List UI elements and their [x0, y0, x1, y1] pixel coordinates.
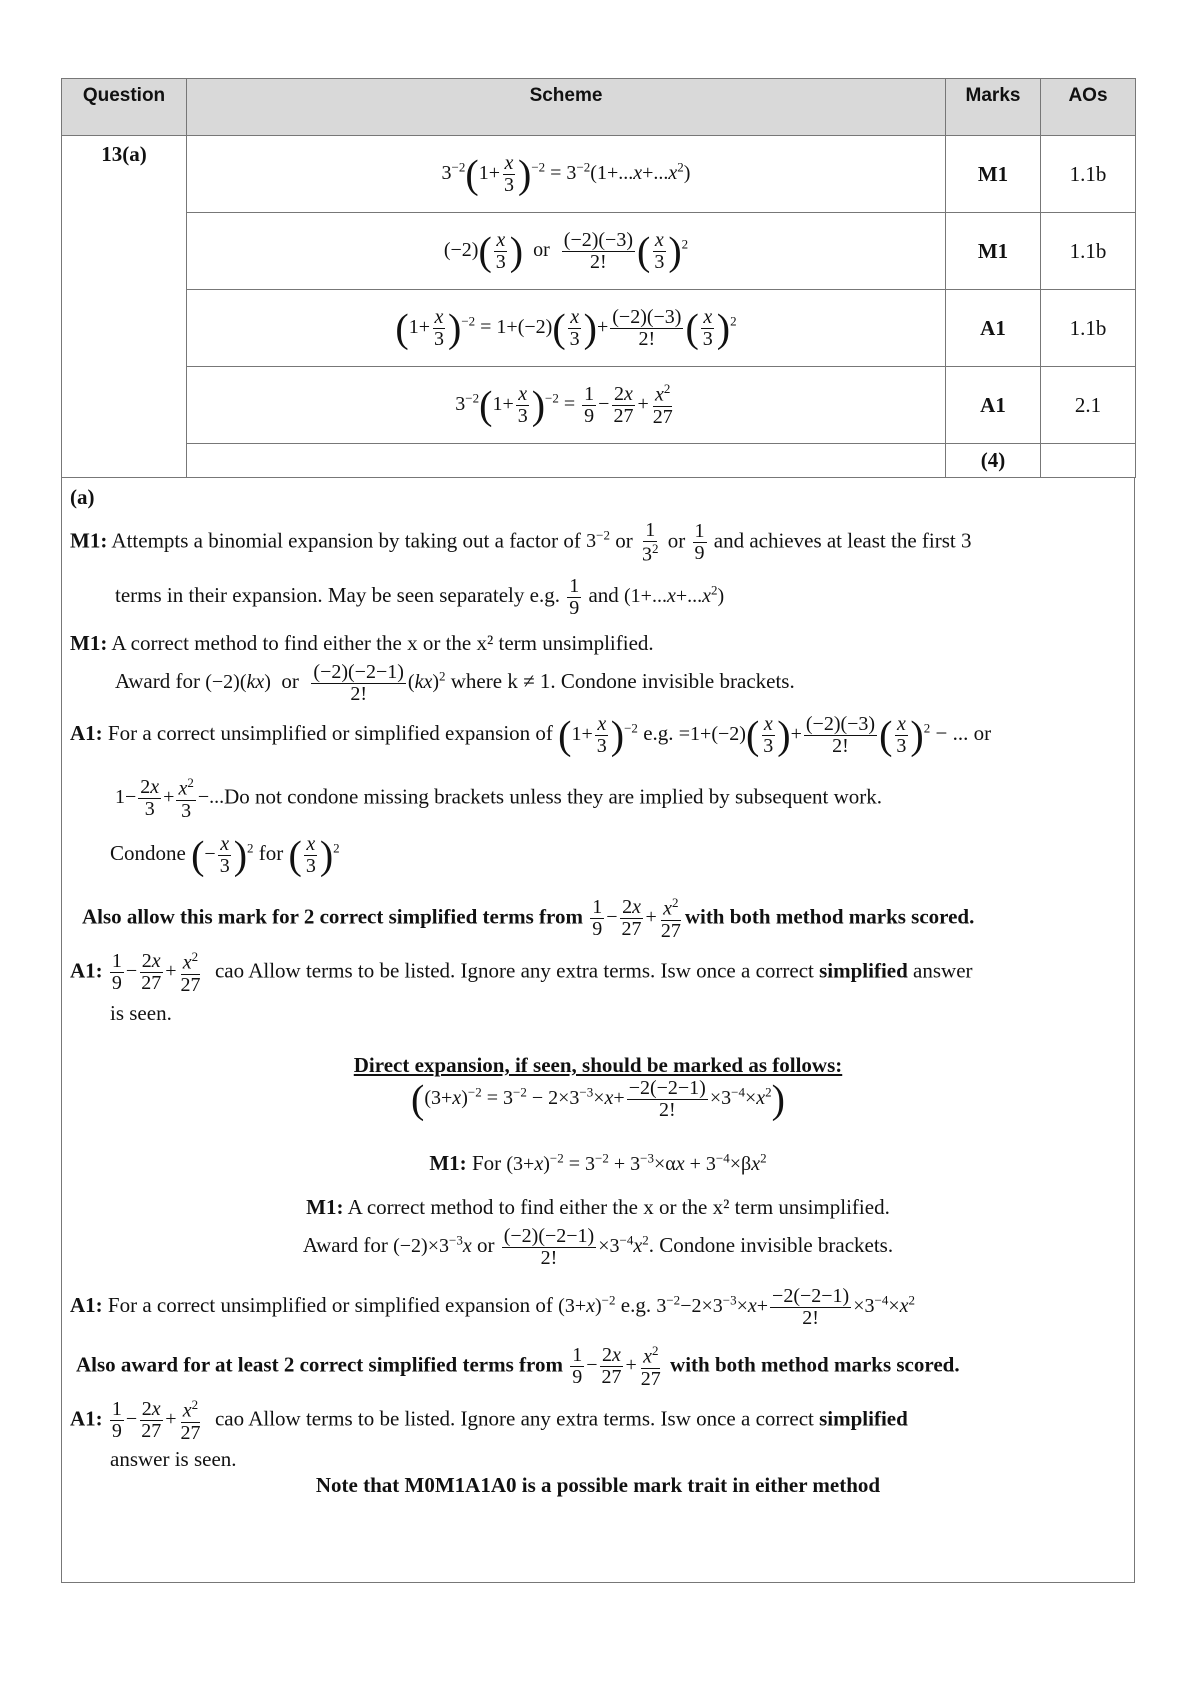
header-scheme: Scheme [187, 79, 946, 136]
note-m1b-award: Award for (−2)(kx) or $\frac{(-2)(-2-1)}{2!}$ (kx)$^2$ where k ≠ 1. Condone invisible brackets. [115, 661, 795, 705]
note-is-seen: is seen. [110, 1001, 172, 1025]
scheme-row-1: $3^{-2}(1+$ $\frac{x}{3}$ )$^{-2} = 3^{-2}(1+...x+...x^2)$ [187, 136, 946, 213]
ao-row-1: 1.1b [1041, 136, 1136, 213]
mark-row-3: A1 [946, 290, 1041, 367]
direct-a1: A1: For a correct unsimplified or simplified expansion of $(3+x)^{-2}$ e.g. $3^{-2}-2\times 3^{-3}\times x+$ $\frac{-2(-2-1)}{2!}$ $\times 3^{-4}\times x^2$ [70, 1285, 916, 1329]
direct-expansion-formula: ($(3+x)^{-2} = 3^{-2} - 2\times 3^{-3}\times x+$ $\frac{-2(-2-1)}{2!}$ $\times 3^{-4}\times x^2$) [411, 1076, 785, 1122]
table-row [62, 213, 1136, 290]
note-a1b: A1: $\frac{1}{9}$ − $\frac{2x}{27}$ + $\frac{x^2}{27}$ cao Allow terms to be listed. Ignore any extra terms. Isw once a correct simplified answer [70, 949, 973, 996]
note-also-allow: Also allow this mark for 2 correct simplified terms from $\frac{1}{9}$ − $\frac{2x}{27}$ + $\frac{x^2}{27}$ with both method marks scored. [82, 895, 975, 942]
table-row [62, 367, 1136, 444]
ao-row-2: 1.1b [1041, 213, 1136, 290]
ao-row-4: 2.1 [1041, 367, 1136, 444]
scheme-row-3: (1+ $\frac{x}{3}$ )$^{-2}$ = 1+(−2)( $\frac{x}{3}$ )+ $\frac{(-2)(-3)}{2!}$ ( $\frac{x}{3}$ )$^2$ [187, 290, 946, 367]
mark-scheme-table [61, 78, 1136, 478]
scheme-row-total [187, 444, 946, 478]
footer-note: Note that M0M1A1A0 is a possible mark trait in either method [315, 1473, 881, 1497]
table-header-row [62, 79, 1136, 136]
direct-also-award: Also award for at least 2 correct simplified terms from $\frac{1}{9}$ − $\frac{2x}{27}$ + $\frac{x^2}{27}$ with both method marks scored. [76, 1343, 960, 1390]
note-m1-line2: terms in their expansion. May be seen separately e.g. $\frac{1}{9}$ and $(1+...x+...x^2)$ [115, 575, 725, 619]
part-label: (a) [70, 485, 95, 509]
mark-scheme-page [61, 78, 1135, 1583]
direct-m1: M1: For $(3+x)^{-2} = 3^{-2} + 3^{-3}\times\alpha x + 3^{-4}\times\beta x^2$ [429, 1150, 767, 1175]
direct-m1b-award: Award for $(-2)\times 3^{-3}x$ or $\frac{(-2)(-2-1)}{2!}$ $\times 3^{-4}x^2$. Condone invisible brackets. [302, 1225, 894, 1269]
ao-row-3: 1.1b [1041, 290, 1136, 367]
note-m1: M1: Attempts a binomial expansion by taking out a factor of $3^{-2}$ or $\frac{1}{3^2}$ or $\frac{1}{9}$ and achieves at least the first 3 [70, 519, 972, 566]
total-marks: (4) [946, 444, 1041, 478]
marking-notes [61, 478, 1135, 1583]
question-label: 13(a) [62, 136, 187, 478]
note-condone: Condone (− $\frac{x}{3}$ )$^2$ for ( $\frac{x}{3}$ )$^2$ [110, 832, 340, 878]
note-a1: A1: For a correct unsimplified or simplified expansion of (1+ $\frac{x}{3}$ )$^{-2}$ e.g. =1+(−2)( $\frac{x}{3}$ )+ $\frac{(-2)(-3)}{2!}$ ( $\frac{x}{3}$ )$^2$ − ... or [70, 712, 992, 758]
ao-row-total [1041, 444, 1136, 478]
note-a1-line2: 1− $\frac{2x}{3}$ + $\frac{x^2}{3}$ −...Do not condone missing brackets unless they are implied by subsequent work. [115, 775, 883, 822]
header-marks: Marks [946, 79, 1041, 136]
header-question: Question [62, 79, 187, 136]
direct-m1b: M1: A correct method to find either the x or the x² term unsimplified. [306, 1195, 890, 1219]
table-row [62, 290, 1136, 367]
mark-row-2: M1 [946, 213, 1041, 290]
scheme-row-2: (−2)( $\frac{x}{3}$ ) or $\frac{(-2)(-3)}{2!}$ ( $\frac{x}{3}$ )$^2$ [187, 213, 946, 290]
direct-a1b: A1: $\frac{1}{9}$ − $\frac{2x}{27}$ + $\frac{x^2}{27}$ cao Allow terms to be listed. Ignore any extra terms. Isw once a correct simplified [70, 1397, 908, 1444]
table-row [62, 444, 1136, 478]
direct-heading: Direct expansion, if seen, should be marked as follows: [353, 1053, 843, 1077]
header-aos: AOs [1041, 79, 1136, 136]
note-m1b: M1: A correct method to find either the x or the x² term unsimplified. [70, 631, 654, 655]
scheme-row-4: $3^{-2}(1+$ $\frac{x}{3}$ )$^{-2}$ = $\frac{1}{9}$ − $\frac{2x}{27}$ + $\frac{x^2}{27}$ [187, 367, 946, 444]
mark-row-4: A1 [946, 367, 1041, 444]
table-row [62, 136, 1136, 213]
mark-row-1: M1 [946, 136, 1041, 213]
direct-answer-seen: answer is seen. [110, 1447, 237, 1471]
